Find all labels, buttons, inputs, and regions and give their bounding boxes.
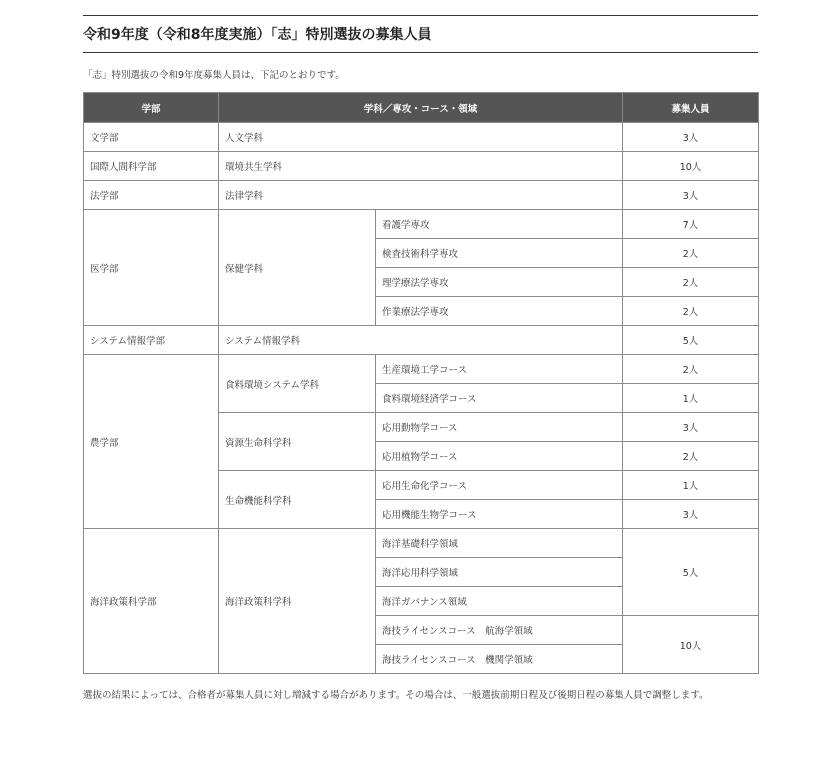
- department-cell: 人文学科: [219, 123, 623, 152]
- quota-cell: 3人: [623, 500, 759, 529]
- major-cell: 応用機能生物学コース: [376, 500, 623, 529]
- quota-cell: 10人: [623, 152, 759, 181]
- page-title: 令和9年度（令和8年度実施）「志」特別選抜の募集人員: [83, 27, 432, 43]
- faculty-cell: 医学部: [84, 210, 219, 326]
- major-cell: 海洋基礎科学領域: [376, 529, 623, 558]
- department-cell: 環境共生学科: [219, 152, 623, 181]
- department-cell: 海洋政策科学科: [219, 529, 376, 674]
- major-cell: 海技ライセンスコース 機関学領域: [376, 645, 623, 674]
- faculty-cell: 農学部: [84, 355, 219, 529]
- department-cell: 生命機能科学科: [219, 471, 376, 529]
- major-cell: 応用動物学コース: [376, 413, 623, 442]
- major-cell: 検査技術科学専攻: [376, 239, 623, 268]
- major-cell: 食料環境経済学コース: [376, 384, 623, 413]
- major-cell: 作業療法学専攻: [376, 297, 623, 326]
- intro-text: 「志」特別選抜の令和9年度募集人員は、下記のとおりです。: [83, 70, 345, 81]
- department-cell: 食料環境システム学科: [219, 355, 376, 413]
- quota-cell: 5人: [623, 529, 759, 616]
- major-cell: 海洋ガバナンス領域: [376, 587, 623, 616]
- quota-cell: 2人: [623, 268, 759, 297]
- table-row: [84, 355, 759, 384]
- major-cell: 生産環境工学コース: [376, 355, 623, 384]
- faculty-cell: 海洋政策科学部: [84, 529, 219, 674]
- major-cell: 海技ライセンスコース 航海学領域: [376, 616, 623, 645]
- quota-cell: 3人: [623, 181, 759, 210]
- major-cell: 海洋応用科学領域: [376, 558, 623, 587]
- faculty-cell: システム情報学部: [84, 326, 219, 355]
- quota-table: [83, 92, 759, 674]
- header-faculty: 学部: [84, 93, 219, 123]
- header-quota: 募集人員: [623, 93, 759, 123]
- quota-cell: 5人: [623, 326, 759, 355]
- quota-cell: 2人: [623, 355, 759, 384]
- table-row: [84, 326, 759, 355]
- page-content: [83, 15, 758, 701]
- major-cell: 応用生命化学コース: [376, 471, 623, 500]
- header-department: 学科／専攻・コース・領域: [219, 93, 623, 123]
- table-row: [84, 529, 759, 558]
- quota-cell: 2人: [623, 239, 759, 268]
- title-block: [83, 15, 758, 53]
- table-row: [84, 181, 759, 210]
- department-cell: システム情報学科: [219, 326, 623, 355]
- table-row: [84, 123, 759, 152]
- department-cell: 資源生命科学科: [219, 413, 376, 471]
- department-cell: 法律学科: [219, 181, 623, 210]
- table-row: [84, 210, 759, 239]
- major-cell: 看護学専攻: [376, 210, 623, 239]
- department-cell: 保健学科: [219, 210, 376, 326]
- table-header-row: [84, 93, 759, 123]
- quota-cell: 1人: [623, 471, 759, 500]
- major-cell: 理学療法学専攻: [376, 268, 623, 297]
- footnote-text: 選抜の結果によっては、合格者が募集人員に対し増減する場合があります。その場合は、一般選抜前期日程及び後期日程の募集人員で調整します。: [83, 690, 709, 701]
- quota-cell: 1人: [623, 384, 759, 413]
- major-cell: 応用植物学コース: [376, 442, 623, 471]
- table-row: [84, 152, 759, 181]
- quota-cell: 2人: [623, 442, 759, 471]
- quota-cell: 7人: [623, 210, 759, 239]
- quota-cell: 3人: [623, 413, 759, 442]
- quota-cell: 10人: [623, 616, 759, 674]
- quota-cell: 3人: [623, 123, 759, 152]
- faculty-cell: 国際人間科学部: [84, 152, 219, 181]
- faculty-cell: 文学部: [84, 123, 219, 152]
- quota-cell: 2人: [623, 297, 759, 326]
- faculty-cell: 法学部: [84, 181, 219, 210]
